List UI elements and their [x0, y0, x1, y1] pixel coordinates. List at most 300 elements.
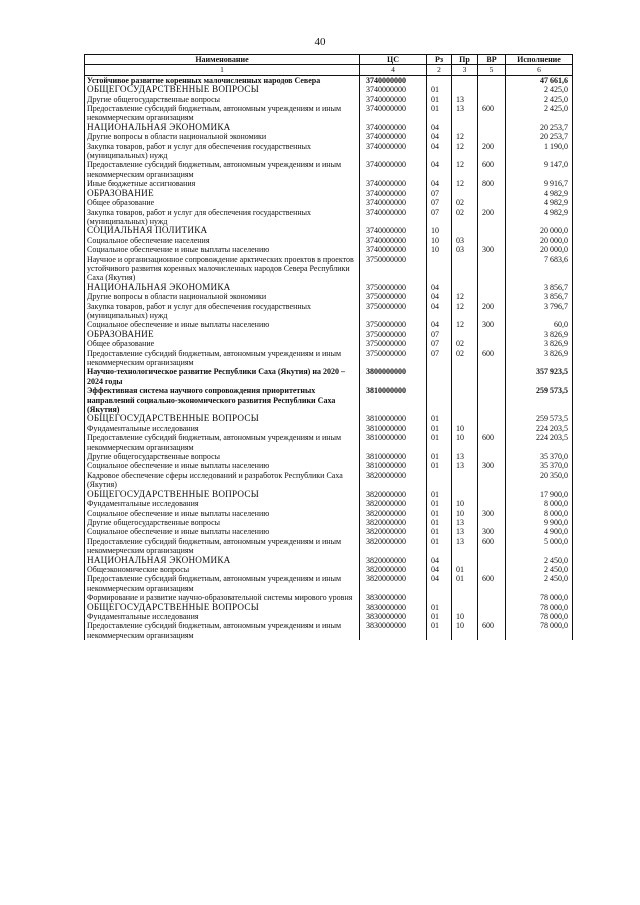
row-rz-code: 04 [427, 123, 452, 132]
row-vr-code [478, 612, 506, 621]
row-rz-code: 01 [427, 518, 452, 527]
row-cs-code: 3810000000 [360, 424, 427, 433]
table-row [85, 208, 573, 227]
row-vr-code [478, 471, 506, 490]
row-value: 259 573,5 [506, 414, 573, 423]
row-cs-code: 3750000000 [360, 283, 427, 292]
row-name: Предоставление субсидий бюджетным, автономным учреждениям и иным некоммерческим организациям [85, 574, 360, 593]
table-row [85, 339, 573, 348]
row-vr-code: 200 [478, 142, 506, 161]
row-pr-code: 13 [452, 537, 478, 556]
row-value: 78 000,0 [506, 593, 573, 602]
row-vr-code: 300 [478, 527, 506, 536]
row-pr-code: 10 [452, 621, 478, 640]
row-pr-code: 02 [452, 208, 478, 227]
row-rz-code: 01 [427, 104, 452, 123]
row-vr-code [478, 565, 506, 574]
row-rz-code: 07 [427, 198, 452, 207]
col-number: 4 [360, 65, 427, 75]
row-rz-code: 01 [427, 452, 452, 461]
table-row [85, 433, 573, 452]
row-name: Кадровое обеспечение сферы исследований и разработок Республики Саха (Якутия) [85, 471, 360, 490]
row-vr-code: 300 [478, 320, 506, 329]
table-row [85, 85, 573, 94]
row-name: Общеэкономические вопросы [85, 565, 360, 574]
row-cs-code: 3740000000 [360, 104, 427, 123]
col-number: 3 [452, 65, 478, 75]
table-row [85, 593, 573, 602]
row-pr-code [452, 471, 478, 490]
col-header-value: Исполнение [506, 55, 573, 65]
row-name: Предоставление субсидий бюджетным, автономным учреждениям и иным некоммерческим организациям [85, 160, 360, 179]
row-rz-code: 01 [427, 537, 452, 556]
row-rz-code: 04 [427, 160, 452, 179]
row-value: 5 000,0 [506, 537, 573, 556]
row-cs-code: 3740000000 [360, 198, 427, 207]
row-value: 17 900,0 [506, 490, 573, 499]
row-rz-code [427, 471, 452, 490]
row-name: ОБРАЗОВАНИЕ [85, 330, 360, 339]
row-value: 3 796,7 [506, 302, 573, 321]
row-cs-code: 3740000000 [360, 123, 427, 132]
row-vr-code: 200 [478, 302, 506, 321]
row-pr-code [452, 226, 478, 235]
row-vr-code [478, 189, 506, 198]
row-name: Устойчивое развитие коренных малочисленных народов Севера [85, 75, 360, 85]
row-cs-code: 3820000000 [360, 509, 427, 518]
row-name: Закупка товаров, работ и услуг для обеспечения государственных (муниципальных) нужд [85, 142, 360, 161]
row-vr-code [478, 95, 506, 104]
table-row [85, 330, 573, 339]
table-row [85, 367, 573, 386]
row-rz-code: 01 [427, 461, 452, 470]
row-value: 35 370,0 [506, 461, 573, 470]
table-header [85, 55, 573, 76]
row-cs-code: 3750000000 [360, 255, 427, 283]
row-value: 357 923,5 [506, 367, 573, 386]
row-cs-code: 3830000000 [360, 621, 427, 640]
row-vr-code [478, 198, 506, 207]
row-name: Предоставление субсидий бюджетным, автономным учреждениям и иным некоммерческим организациям [85, 104, 360, 123]
row-pr-code: 02 [452, 339, 478, 348]
row-value: 20 000,0 [506, 245, 573, 254]
table-row [85, 292, 573, 301]
row-value: 4 982,9 [506, 189, 573, 198]
row-pr-code [452, 283, 478, 292]
row-value: 3 856,7 [506, 292, 573, 301]
row-rz-code [427, 593, 452, 602]
col-number: 5 [478, 65, 506, 75]
row-name: Социальное обеспечение и иные выплаты населению [85, 461, 360, 470]
row-vr-code: 300 [478, 245, 506, 254]
row-value: 4 982,9 [506, 208, 573, 227]
row-cs-code: 3740000000 [360, 160, 427, 179]
table-row [85, 142, 573, 161]
row-vr-code [478, 330, 506, 339]
row-vr-code: 600 [478, 621, 506, 640]
row-value: 2 425,0 [506, 104, 573, 123]
column-number-row [85, 65, 573, 75]
row-cs-code: 3820000000 [360, 537, 427, 556]
row-pr-code: 12 [452, 160, 478, 179]
col-header-name: Наименование [85, 55, 360, 65]
row-value: 2 450,0 [506, 574, 573, 593]
table-row [85, 537, 573, 556]
row-name: Другие вопросы в области национальной экономики [85, 132, 360, 141]
row-name: Фундаментальные исследования [85, 424, 360, 433]
table-row [85, 236, 573, 245]
row-vr-code [478, 236, 506, 245]
row-name: СОЦИАЛЬНАЯ ПОЛИТИКА [85, 226, 360, 235]
row-name: Предоставление субсидий бюджетным, автономным учреждениям и иным некоммерческим организациям [85, 349, 360, 368]
row-cs-code: 3740000000 [360, 236, 427, 245]
row-value: 20 350,0 [506, 471, 573, 490]
row-cs-code: 3740000000 [360, 85, 427, 94]
table-row [85, 123, 573, 132]
row-name: Формирование и развитие научно-образовательной системы мирового уровня [85, 593, 360, 602]
row-rz-code: 04 [427, 132, 452, 141]
row-value: 259 573,5 [506, 386, 573, 414]
table-row [85, 556, 573, 565]
row-name: Другие общегосударственные вопросы [85, 452, 360, 461]
row-cs-code: 3740000000 [360, 142, 427, 161]
row-pr-code: 13 [452, 518, 478, 527]
row-rz-code: 01 [427, 424, 452, 433]
row-pr-code: 03 [452, 236, 478, 245]
row-rz-code: 01 [427, 95, 452, 104]
row-name: Предоставление субсидий бюджетным, автономным учреждениям и иным некоммерческим организациям [85, 537, 360, 556]
table-row [85, 527, 573, 536]
row-value: 1 190,0 [506, 142, 573, 161]
row-rz-code: 10 [427, 236, 452, 245]
row-pr-code: 03 [452, 245, 478, 254]
row-rz-code: 04 [427, 320, 452, 329]
row-pr-code [452, 414, 478, 423]
row-vr-code [478, 386, 506, 414]
row-vr-code: 600 [478, 349, 506, 368]
row-pr-code [452, 603, 478, 612]
row-value: 20 000,0 [506, 236, 573, 245]
row-value: 60,0 [506, 320, 573, 329]
row-cs-code: 3820000000 [360, 499, 427, 508]
row-vr-code: 600 [478, 537, 506, 556]
row-rz-code: 01 [427, 621, 452, 640]
row-value: 78 000,0 [506, 612, 573, 621]
row-rz-code: 07 [427, 189, 452, 198]
row-rz-code: 01 [427, 509, 452, 518]
row-name: Другие вопросы в области национальной экономики [85, 292, 360, 301]
row-pr-code: 12 [452, 179, 478, 188]
budget-table [84, 54, 573, 640]
row-value: 8 000,0 [506, 509, 573, 518]
row-cs-code: 3740000000 [360, 226, 427, 235]
row-name: НАЦИОНАЛЬНАЯ ЭКОНОМИКА [85, 283, 360, 292]
row-rz-code: 10 [427, 245, 452, 254]
table-row [85, 509, 573, 518]
row-name: ОБРАЗОВАНИЕ [85, 189, 360, 198]
row-pr-code [452, 85, 478, 94]
row-rz-code: 04 [427, 565, 452, 574]
row-rz-code: 01 [427, 527, 452, 536]
row-cs-code: 3750000000 [360, 349, 427, 368]
row-rz-code: 04 [427, 574, 452, 593]
row-pr-code: 13 [452, 104, 478, 123]
row-name: Закупка товаров, работ и услуг для обеспечения государственных (муниципальных) нужд [85, 208, 360, 227]
row-rz-code: 01 [427, 612, 452, 621]
table-row [85, 104, 573, 123]
table-row [85, 565, 573, 574]
row-vr-code: 600 [478, 160, 506, 179]
row-value: 2 425,0 [506, 95, 573, 104]
row-name: Социальное обеспечение и иные выплаты населению [85, 245, 360, 254]
row-rz-code: 01 [427, 433, 452, 452]
table-row [85, 226, 573, 235]
row-name: Фундаментальные исследования [85, 499, 360, 508]
row-name: ОБЩЕГОСУДАРСТВЕННЫЕ ВОПРОСЫ [85, 603, 360, 612]
row-cs-code: 3820000000 [360, 518, 427, 527]
row-value: 2 450,0 [506, 556, 573, 565]
row-name: Научное и организационное сопровождение арктических проектов в проектов устойчивого развития коренных малочисленных народов Севера Республики Саха (Якутия) [85, 255, 360, 283]
row-value: 20 253,7 [506, 123, 573, 132]
row-rz-code: 04 [427, 556, 452, 565]
row-name: Эффективная система научного сопровождения приоритетных направлений социально-экономического развития Республики Саха (Якутия) [85, 386, 360, 414]
row-value: 35 370,0 [506, 452, 573, 461]
row-value: 2 425,0 [506, 85, 573, 94]
row-cs-code: 3810000000 [360, 461, 427, 470]
row-value: 20 000,0 [506, 226, 573, 235]
row-name: Иные бюджетные ассигнования [85, 179, 360, 188]
row-pr-code: 12 [452, 302, 478, 321]
row-pr-code: 13 [452, 95, 478, 104]
row-rz-code: 04 [427, 142, 452, 161]
table-row [85, 612, 573, 621]
row-rz-code [427, 367, 452, 386]
row-cs-code: 3740000000 [360, 245, 427, 254]
row-pr-code: 10 [452, 612, 478, 621]
row-rz-code: 07 [427, 349, 452, 368]
row-vr-code [478, 283, 506, 292]
row-vr-code [478, 75, 506, 85]
row-name: ОБЩЕГОСУДАРСТВЕННЫЕ ВОПРОСЫ [85, 85, 360, 94]
row-rz-code: 04 [427, 179, 452, 188]
row-cs-code: 3750000000 [360, 302, 427, 321]
row-pr-code: 01 [452, 574, 478, 593]
row-pr-code [452, 255, 478, 283]
row-pr-code [452, 367, 478, 386]
row-rz-code: 01 [427, 499, 452, 508]
row-value: 47 661,6 [506, 75, 573, 85]
row-pr-code: 12 [452, 292, 478, 301]
row-cs-code: 3740000000 [360, 189, 427, 198]
row-cs-code: 3820000000 [360, 527, 427, 536]
row-pr-code [452, 593, 478, 602]
row-name: Социальное обеспечение и иные выплаты населению [85, 527, 360, 536]
row-pr-code: 12 [452, 142, 478, 161]
col-number: 1 [85, 65, 360, 75]
row-rz-code: 01 [427, 85, 452, 94]
row-vr-code: 600 [478, 433, 506, 452]
row-cs-code: 3820000000 [360, 574, 427, 593]
row-name: Социальное обеспечение населения [85, 236, 360, 245]
table-row [85, 189, 573, 198]
row-value: 78 000,0 [506, 603, 573, 612]
row-name: Предоставление субсидий бюджетным, автономным учреждениям и иным некоммерческим организациям [85, 621, 360, 640]
row-vr-code [478, 85, 506, 94]
row-name: ОБЩЕГОСУДАРСТВЕННЫЕ ВОПРОСЫ [85, 414, 360, 423]
row-name: Фундаментальные исследования [85, 612, 360, 621]
row-cs-code: 3750000000 [360, 320, 427, 329]
row-cs-code: 3740000000 [360, 208, 427, 227]
row-name: Научно-технологическое развитие Республики Саха (Якутия) на 2020 – 2024 годы [85, 367, 360, 386]
col-header-pr: Пр [452, 55, 478, 65]
table-row [85, 499, 573, 508]
table-row [85, 160, 573, 179]
table-row [85, 471, 573, 490]
row-name: Другие общегосударственные вопросы [85, 95, 360, 104]
row-vr-code: 600 [478, 104, 506, 123]
row-cs-code: 3820000000 [360, 471, 427, 490]
row-cs-code: 3800000000 [360, 367, 427, 386]
table-row [85, 414, 573, 423]
row-vr-code [478, 490, 506, 499]
row-vr-code [478, 132, 506, 141]
row-value: 3 856,7 [506, 283, 573, 292]
col-number: 6 [506, 65, 573, 75]
row-rz-code [427, 386, 452, 414]
row-value: 224 203,5 [506, 424, 573, 433]
col-header-rz: Рз [427, 55, 452, 65]
row-vr-code [478, 499, 506, 508]
table-row [85, 179, 573, 188]
row-cs-code: 3830000000 [360, 612, 427, 621]
row-name: Общее образование [85, 198, 360, 207]
row-pr-code: 02 [452, 198, 478, 207]
row-name: Общее образование [85, 339, 360, 348]
page-number: 40 [314, 36, 326, 48]
row-value: 4 900,0 [506, 527, 573, 536]
row-vr-code [478, 292, 506, 301]
col-header-vr: ВР [478, 55, 506, 65]
row-value: 9 900,0 [506, 518, 573, 527]
table-body [85, 75, 573, 640]
row-rz-code: 07 [427, 330, 452, 339]
row-cs-code: 3750000000 [360, 339, 427, 348]
row-pr-code: 02 [452, 349, 478, 368]
row-value: 4 982,9 [506, 198, 573, 207]
row-cs-code: 3740000000 [360, 75, 427, 85]
row-vr-code: 300 [478, 461, 506, 470]
row-vr-code: 300 [478, 509, 506, 518]
table-row [85, 245, 573, 254]
row-cs-code: 3820000000 [360, 490, 427, 499]
table-row [85, 255, 573, 283]
table-row [85, 490, 573, 499]
row-cs-code: 3740000000 [360, 132, 427, 141]
row-cs-code: 3810000000 [360, 414, 427, 423]
row-rz-code [427, 75, 452, 85]
row-pr-code [452, 556, 478, 565]
row-rz-code [427, 255, 452, 283]
row-pr-code: 13 [452, 461, 478, 470]
row-pr-code [452, 386, 478, 414]
row-vr-code [478, 518, 506, 527]
row-value: 224 203,5 [506, 433, 573, 452]
table-row [85, 132, 573, 141]
row-name: ОБЩЕГОСУДАРСТВЕННЫЕ ВОПРОСЫ [85, 490, 360, 499]
row-cs-code: 3740000000 [360, 95, 427, 104]
row-rz-code: 04 [427, 292, 452, 301]
row-rz-code: 07 [427, 339, 452, 348]
table-row [85, 320, 573, 329]
row-name: НАЦИОНАЛЬНАЯ ЭКОНОМИКА [85, 556, 360, 565]
col-number: 2 [427, 65, 452, 75]
row-vr-code [478, 367, 506, 386]
row-cs-code: 3820000000 [360, 565, 427, 574]
table-row [85, 283, 573, 292]
row-pr-code [452, 189, 478, 198]
row-vr-code [478, 414, 506, 423]
row-pr-code [452, 75, 478, 85]
table-row [85, 518, 573, 527]
row-vr-code [478, 424, 506, 433]
row-cs-code: 3750000000 [360, 292, 427, 301]
col-header-cs: ЦС [360, 55, 427, 65]
row-value: 9 147,0 [506, 160, 573, 179]
table-row [85, 424, 573, 433]
table-row [85, 603, 573, 612]
row-name: Социальное обеспечение и иные выплаты населению [85, 509, 360, 518]
row-rz-code: 07 [427, 208, 452, 227]
row-pr-code [452, 123, 478, 132]
row-name: НАЦИОНАЛЬНАЯ ЭКОНОМИКА [85, 123, 360, 132]
table-row [85, 198, 573, 207]
row-vr-code [478, 556, 506, 565]
row-vr-code [478, 339, 506, 348]
row-name: Другие общегосударственные вопросы [85, 518, 360, 527]
table-row [85, 302, 573, 321]
table-row [85, 461, 573, 470]
row-cs-code: 3820000000 [360, 556, 427, 565]
row-vr-code [478, 226, 506, 235]
row-pr-code: 10 [452, 433, 478, 452]
row-rz-code: 01 [427, 490, 452, 499]
row-cs-code: 3830000000 [360, 593, 427, 602]
row-rz-code: 04 [427, 283, 452, 292]
row-cs-code: 3810000000 [360, 433, 427, 452]
row-vr-code: 200 [478, 208, 506, 227]
row-pr-code [452, 330, 478, 339]
row-rz-code: 10 [427, 226, 452, 235]
row-pr-code: 10 [452, 424, 478, 433]
row-value: 8 000,0 [506, 499, 573, 508]
row-value: 2 450,0 [506, 565, 573, 574]
row-value: 3 826,9 [506, 339, 573, 348]
row-cs-code: 3830000000 [360, 603, 427, 612]
table-row [85, 95, 573, 104]
table-row [85, 386, 573, 414]
row-value: 3 826,9 [506, 330, 573, 339]
row-cs-code: 3750000000 [360, 330, 427, 339]
row-rz-code: 01 [427, 414, 452, 423]
row-vr-code [478, 123, 506, 132]
row-rz-code: 01 [427, 603, 452, 612]
row-pr-code: 10 [452, 499, 478, 508]
row-cs-code: 3810000000 [360, 452, 427, 461]
row-name: Закупка товаров, работ и услуг для обеспечения государственных (муниципальных) нужд [85, 302, 360, 321]
row-pr-code: 13 [452, 452, 478, 461]
row-pr-code: 12 [452, 132, 478, 141]
row-cs-code: 3810000000 [360, 386, 427, 414]
